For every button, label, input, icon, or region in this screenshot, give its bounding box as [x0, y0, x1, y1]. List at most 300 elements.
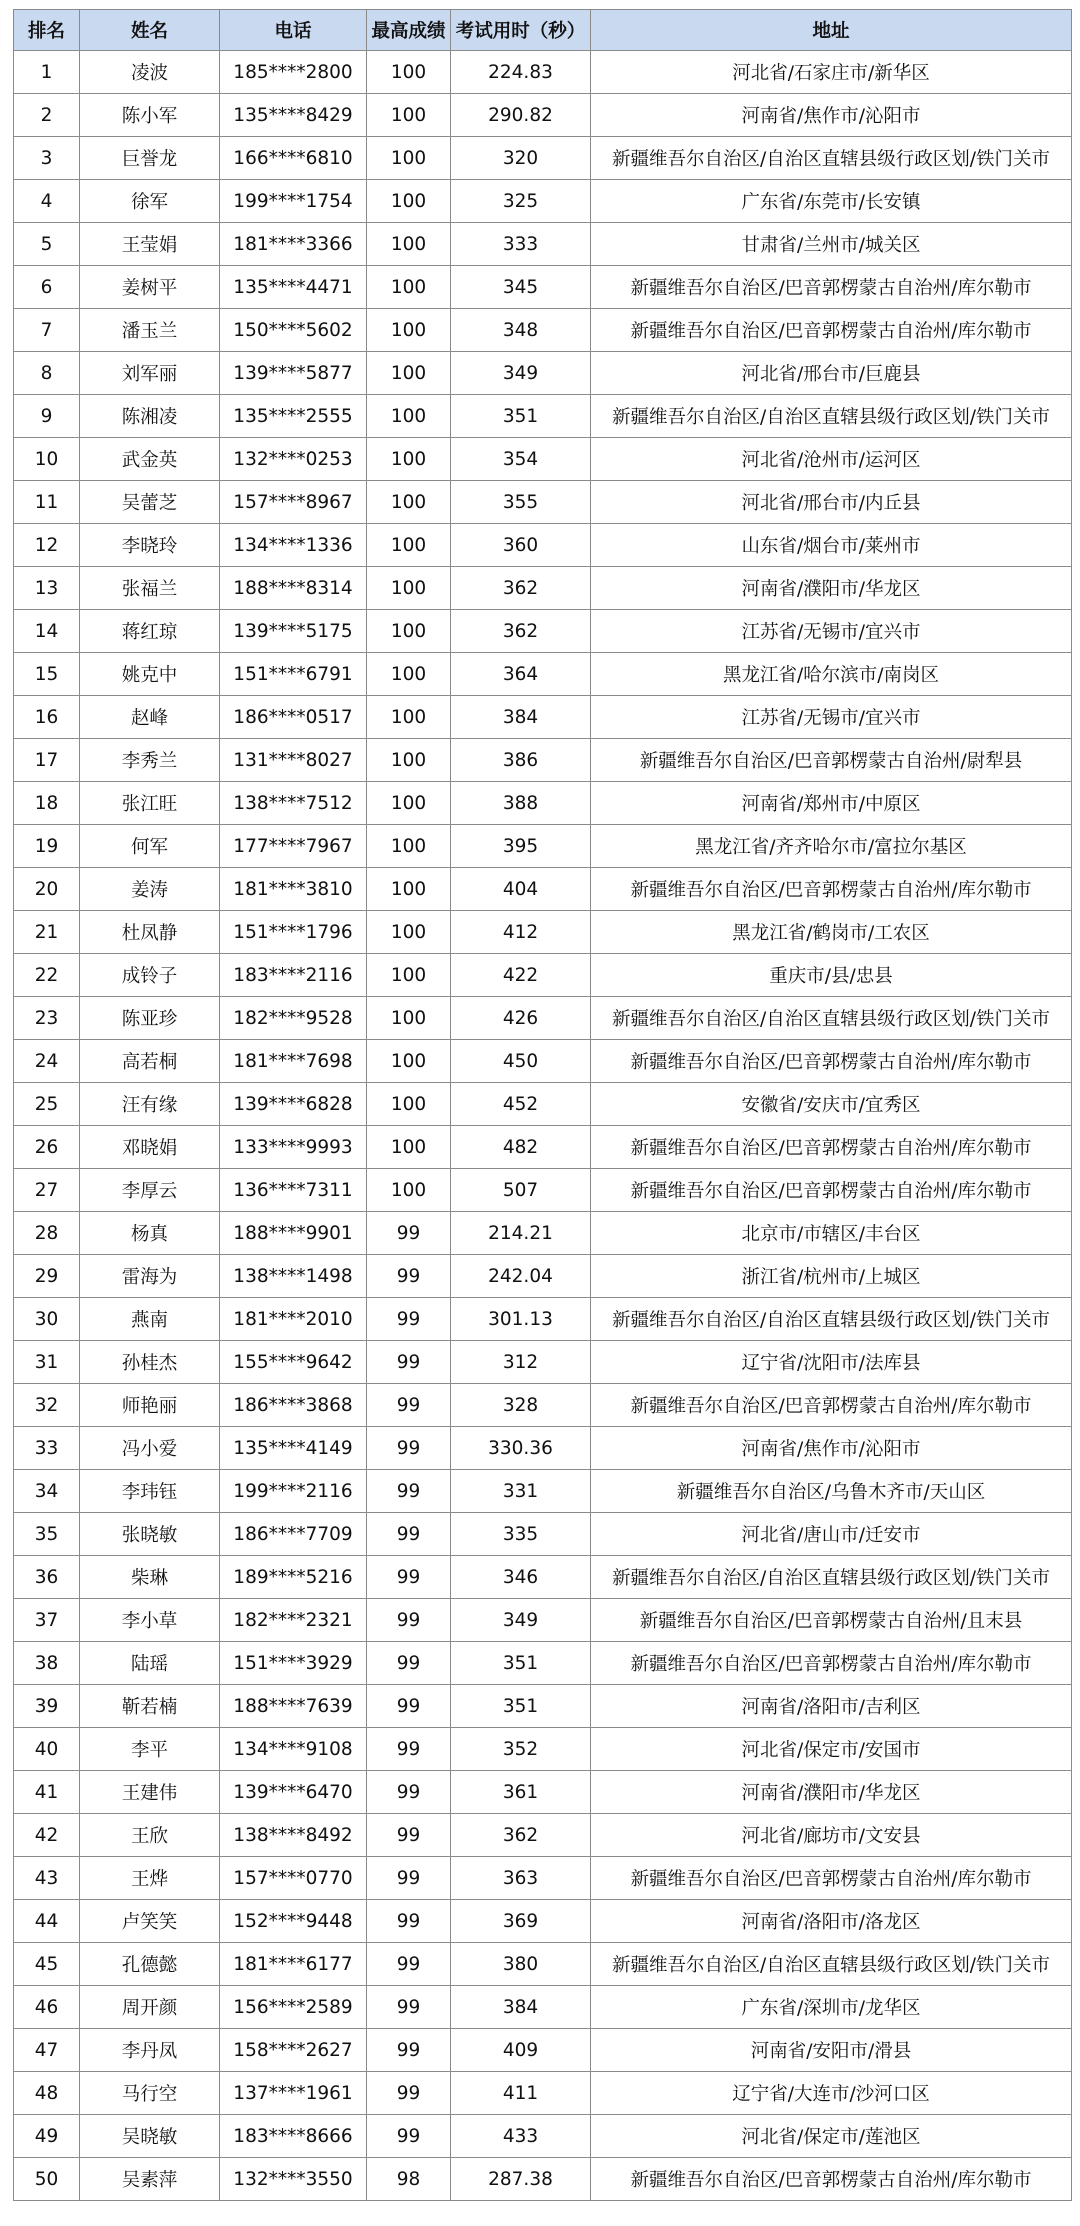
- cell-address: 新疆维吾尔自治区/自治区直辖县级行政区划/铁门关市: [591, 1298, 1072, 1341]
- cell-score: 99: [367, 1384, 451, 1427]
- cell-name: 姚克中: [80, 653, 220, 696]
- cell-rank: 29: [14, 1255, 80, 1298]
- cell-phone: 181****3810: [220, 868, 367, 911]
- header-address: 地址: [591, 10, 1072, 51]
- cell-address: 新疆维吾尔自治区/巴音郭楞蒙古自治州/库尔勒市: [591, 1857, 1072, 1900]
- cell-score: 100: [367, 94, 451, 137]
- cell-address: 黑龙江省/齐齐哈尔市/富拉尔基区: [591, 825, 1072, 868]
- cell-address: 新疆维吾尔自治区/乌鲁木齐市/天山区: [591, 1470, 1072, 1513]
- table-row: [14, 739, 1072, 782]
- table-row: [14, 1384, 1072, 1427]
- cell-time: 361: [451, 1771, 591, 1814]
- cell-phone: 199****1754: [220, 180, 367, 223]
- table-row: [14, 2158, 1072, 2201]
- cell-phone: 182****9528: [220, 997, 367, 1040]
- cell-address: 新疆维吾尔自治区/巴音郭楞蒙古自治州/库尔勒市: [591, 1384, 1072, 1427]
- cell-rank: 23: [14, 997, 80, 1040]
- cell-time: 325: [451, 180, 591, 223]
- cell-name: 蒋红琼: [80, 610, 220, 653]
- cell-name: 卢笑笑: [80, 1900, 220, 1943]
- cell-phone: 157****0770: [220, 1857, 367, 1900]
- cell-time: 450: [451, 1040, 591, 1083]
- cell-rank: 7: [14, 309, 80, 352]
- cell-time: 351: [451, 1642, 591, 1685]
- cell-name: 刘军丽: [80, 352, 220, 395]
- cell-time: 224.83: [451, 51, 591, 94]
- cell-score: 99: [367, 1900, 451, 1943]
- cell-score: 100: [367, 610, 451, 653]
- cell-phone: 183****2116: [220, 954, 367, 997]
- table-row: [14, 438, 1072, 481]
- cell-score: 100: [367, 223, 451, 266]
- cell-time: 287.38: [451, 2158, 591, 2201]
- cell-rank: 9: [14, 395, 80, 438]
- cell-score: 99: [367, 1642, 451, 1685]
- cell-phone: 188****8314: [220, 567, 367, 610]
- table-row: [14, 1556, 1072, 1599]
- cell-score: 100: [367, 739, 451, 782]
- cell-address: 新疆维吾尔自治区/巴音郭楞蒙古自治州/且末县: [591, 1599, 1072, 1642]
- cell-name: 周开颜: [80, 1986, 220, 2029]
- cell-phone: 181****6177: [220, 1943, 367, 1986]
- cell-rank: 34: [14, 1470, 80, 1513]
- cell-name: 李小草: [80, 1599, 220, 1642]
- cell-rank: 20: [14, 868, 80, 911]
- cell-phone: 166****6810: [220, 137, 367, 180]
- cell-address: 河北省/石家庄市/新华区: [591, 51, 1072, 94]
- cell-time: 364: [451, 653, 591, 696]
- cell-score: 99: [367, 1814, 451, 1857]
- header-row: [14, 10, 1072, 51]
- cell-rank: 38: [14, 1642, 80, 1685]
- cell-time: 355: [451, 481, 591, 524]
- cell-rank: 50: [14, 2158, 80, 2201]
- table-row: [14, 524, 1072, 567]
- cell-rank: 3: [14, 137, 80, 180]
- cell-address: 黑龙江省/哈尔滨市/南岗区: [591, 653, 1072, 696]
- cell-name: 徐军: [80, 180, 220, 223]
- cell-address: 广东省/深圳市/龙华区: [591, 1986, 1072, 2029]
- cell-time: 433: [451, 2115, 591, 2158]
- cell-phone: 158****2627: [220, 2029, 367, 2072]
- cell-phone: 133****9993: [220, 1126, 367, 1169]
- cell-rank: 43: [14, 1857, 80, 1900]
- cell-time: 507: [451, 1169, 591, 1212]
- table-row: [14, 1470, 1072, 1513]
- header-rank: 排名: [14, 10, 80, 51]
- table-row: [14, 309, 1072, 352]
- cell-address: 新疆维吾尔自治区/自治区直辖县级行政区划/铁门关市: [591, 137, 1072, 180]
- cell-phone: 135****4471: [220, 266, 367, 309]
- cell-rank: 22: [14, 954, 80, 997]
- cell-phone: 139****6828: [220, 1083, 367, 1126]
- cell-rank: 42: [14, 1814, 80, 1857]
- cell-time: 349: [451, 1599, 591, 1642]
- cell-phone: 185****2800: [220, 51, 367, 94]
- cell-name: 陈亚珍: [80, 997, 220, 1040]
- cell-address: 河南省/焦作市/沁阳市: [591, 94, 1072, 137]
- cell-time: 345: [451, 266, 591, 309]
- cell-name: 凌波: [80, 51, 220, 94]
- cell-score: 99: [367, 2029, 451, 2072]
- cell-time: 330.36: [451, 1427, 591, 1470]
- cell-rank: 10: [14, 438, 80, 481]
- cell-address: 新疆维吾尔自治区/巴音郭楞蒙古自治州/库尔勒市: [591, 2158, 1072, 2201]
- cell-time: 354: [451, 438, 591, 481]
- cell-score: 99: [367, 1771, 451, 1814]
- cell-rank: 39: [14, 1685, 80, 1728]
- cell-time: 384: [451, 696, 591, 739]
- table-row: [14, 653, 1072, 696]
- cell-name: 张晓敏: [80, 1513, 220, 1556]
- cell-name: 赵峰: [80, 696, 220, 739]
- cell-score: 99: [367, 2115, 451, 2158]
- cell-name: 何军: [80, 825, 220, 868]
- cell-address: 河南省/焦作市/沁阳市: [591, 1427, 1072, 1470]
- cell-address: 广东省/东莞市/长安镇: [591, 180, 1072, 223]
- cell-score: 100: [367, 782, 451, 825]
- cell-score: 100: [367, 1083, 451, 1126]
- cell-name: 姜树平: [80, 266, 220, 309]
- cell-time: 362: [451, 610, 591, 653]
- cell-time: 363: [451, 1857, 591, 1900]
- cell-phone: 135****2555: [220, 395, 367, 438]
- cell-phone: 134****9108: [220, 1728, 367, 1771]
- cell-rank: 31: [14, 1341, 80, 1384]
- table-row: [14, 1427, 1072, 1470]
- table-row: [14, 1298, 1072, 1341]
- cell-name: 巨誉龙: [80, 137, 220, 180]
- cell-score: 100: [367, 524, 451, 567]
- cell-name: 汪有缘: [80, 1083, 220, 1126]
- cell-name: 杜凤静: [80, 911, 220, 954]
- cell-rank: 32: [14, 1384, 80, 1427]
- cell-phone: 186****0517: [220, 696, 367, 739]
- cell-phone: 188****9901: [220, 1212, 367, 1255]
- table-row: [14, 1986, 1072, 2029]
- cell-address: 河北省/邢台市/巨鹿县: [591, 352, 1072, 395]
- cell-name: 孔德懿: [80, 1943, 220, 1986]
- cell-address: 河南省/洛阳市/洛龙区: [591, 1900, 1072, 1943]
- cell-phone: 156****2589: [220, 1986, 367, 2029]
- cell-time: 214.21: [451, 1212, 591, 1255]
- cell-address: 河南省/濮阳市/华龙区: [591, 1771, 1072, 1814]
- cell-score: 99: [367, 1513, 451, 1556]
- cell-address: 辽宁省/大连市/沙河口区: [591, 2072, 1072, 2115]
- cell-score: 99: [367, 1427, 451, 1470]
- cell-phone: 131****8027: [220, 739, 367, 782]
- cell-rank: 27: [14, 1169, 80, 1212]
- cell-time: 395: [451, 825, 591, 868]
- cell-name: 李玮钰: [80, 1470, 220, 1513]
- cell-rank: 19: [14, 825, 80, 868]
- cell-name: 陆瑶: [80, 1642, 220, 1685]
- cell-score: 100: [367, 954, 451, 997]
- cell-name: 马行空: [80, 2072, 220, 2115]
- cell-rank: 36: [14, 1556, 80, 1599]
- cell-score: 100: [367, 395, 451, 438]
- cell-rank: 4: [14, 180, 80, 223]
- cell-name: 李秀兰: [80, 739, 220, 782]
- cell-time: 426: [451, 997, 591, 1040]
- cell-address: 甘肃省/兰州市/城关区: [591, 223, 1072, 266]
- cell-phone: 181****2010: [220, 1298, 367, 1341]
- cell-rank: 8: [14, 352, 80, 395]
- cell-score: 100: [367, 997, 451, 1040]
- cell-time: 388: [451, 782, 591, 825]
- cell-score: 100: [367, 51, 451, 94]
- table-row: [14, 1943, 1072, 1986]
- cell-score: 100: [367, 653, 451, 696]
- table-row: [14, 1212, 1072, 1255]
- cell-address: 安徽省/安庆市/宜秀区: [591, 1083, 1072, 1126]
- cell-score: 100: [367, 1040, 451, 1083]
- cell-address: 河北省/廊坊市/文安县: [591, 1814, 1072, 1857]
- cell-score: 99: [367, 1943, 451, 1986]
- cell-name: 姜涛: [80, 868, 220, 911]
- cell-rank: 40: [14, 1728, 80, 1771]
- table-row: [14, 1814, 1072, 1857]
- cell-phone: 181****7698: [220, 1040, 367, 1083]
- table-row: [14, 1083, 1072, 1126]
- cell-name: 王莹娟: [80, 223, 220, 266]
- cell-time: 346: [451, 1556, 591, 1599]
- cell-address: 浙江省/杭州市/上城区: [591, 1255, 1072, 1298]
- cell-address: 江苏省/无锡市/宜兴市: [591, 610, 1072, 653]
- cell-name: 李晓玲: [80, 524, 220, 567]
- table-row: [14, 782, 1072, 825]
- cell-time: 362: [451, 567, 591, 610]
- cell-rank: 18: [14, 782, 80, 825]
- cell-score: 100: [367, 137, 451, 180]
- cell-name: 陈小军: [80, 94, 220, 137]
- cell-time: 348: [451, 309, 591, 352]
- cell-address: 新疆维吾尔自治区/巴音郭楞蒙古自治州/库尔勒市: [591, 1169, 1072, 1212]
- cell-rank: 45: [14, 1943, 80, 1986]
- cell-rank: 35: [14, 1513, 80, 1556]
- cell-score: 100: [367, 868, 451, 911]
- table-row: [14, 1255, 1072, 1298]
- cell-phone: 151****1796: [220, 911, 367, 954]
- cell-score: 100: [367, 1169, 451, 1212]
- table-row: [14, 1642, 1072, 1685]
- cell-address: 辽宁省/沈阳市/法库县: [591, 1341, 1072, 1384]
- table-row: [14, 911, 1072, 954]
- cell-time: 290.82: [451, 94, 591, 137]
- cell-rank: 14: [14, 610, 80, 653]
- table-body: [14, 51, 1072, 2201]
- cell-name: 柴琳: [80, 1556, 220, 1599]
- cell-score: 100: [367, 266, 451, 309]
- table-row: [14, 1040, 1072, 1083]
- cell-score: 99: [367, 1728, 451, 1771]
- cell-phone: 182****2321: [220, 1599, 367, 1642]
- cell-name: 杨真: [80, 1212, 220, 1255]
- cell-time: 482: [451, 1126, 591, 1169]
- cell-rank: 28: [14, 1212, 80, 1255]
- table-row: [14, 997, 1072, 1040]
- cell-score: 99: [367, 1470, 451, 1513]
- cell-rank: 46: [14, 1986, 80, 2029]
- cell-name: 李丹凤: [80, 2029, 220, 2072]
- cell-rank: 24: [14, 1040, 80, 1083]
- cell-rank: 16: [14, 696, 80, 739]
- cell-address: 重庆市/县/忠县: [591, 954, 1072, 997]
- cell-address: 新疆维吾尔自治区/自治区直辖县级行政区划/铁门关市: [591, 1943, 1072, 1986]
- cell-time: 333: [451, 223, 591, 266]
- cell-rank: 11: [14, 481, 80, 524]
- table-row: [14, 352, 1072, 395]
- cell-score: 100: [367, 825, 451, 868]
- table-row: [14, 2115, 1072, 2158]
- cell-address: 新疆维吾尔自治区/巴音郭楞蒙古自治州/库尔勒市: [591, 1642, 1072, 1685]
- cell-rank: 30: [14, 1298, 80, 1341]
- cell-time: 362: [451, 1814, 591, 1857]
- cell-rank: 37: [14, 1599, 80, 1642]
- cell-score: 100: [367, 438, 451, 481]
- cell-address: 河北省/邢台市/内丘县: [591, 481, 1072, 524]
- cell-name: 靳若楠: [80, 1685, 220, 1728]
- cell-score: 100: [367, 567, 451, 610]
- cell-phone: 137****1961: [220, 2072, 367, 2115]
- table-row: [14, 2072, 1072, 2115]
- table-row: [14, 868, 1072, 911]
- table-row: [14, 954, 1072, 997]
- cell-score: 100: [367, 911, 451, 954]
- table-row: [14, 51, 1072, 94]
- cell-rank: 44: [14, 1900, 80, 1943]
- cell-rank: 15: [14, 653, 80, 696]
- cell-score: 100: [367, 1126, 451, 1169]
- cell-time: 312: [451, 1341, 591, 1384]
- cell-phone: 135****8429: [220, 94, 367, 137]
- cell-phone: 132****0253: [220, 438, 367, 481]
- cell-rank: 21: [14, 911, 80, 954]
- cell-phone: 186****3868: [220, 1384, 367, 1427]
- table-row: [14, 481, 1072, 524]
- table-row: [14, 180, 1072, 223]
- cell-address: 新疆维吾尔自治区/巴音郭楞蒙古自治州/库尔勒市: [591, 1040, 1072, 1083]
- cell-address: 河南省/洛阳市/吉利区: [591, 1685, 1072, 1728]
- table-row: [14, 825, 1072, 868]
- cell-phone: 177****7967: [220, 825, 367, 868]
- table-row: [14, 1857, 1072, 1900]
- table-row: [14, 696, 1072, 739]
- cell-name: 王烨: [80, 1857, 220, 1900]
- cell-time: 384: [451, 1986, 591, 2029]
- cell-phone: 155****9642: [220, 1341, 367, 1384]
- cell-phone: 138****8492: [220, 1814, 367, 1857]
- cell-score: 100: [367, 180, 451, 223]
- cell-phone: 135****4149: [220, 1427, 367, 1470]
- cell-rank: 5: [14, 223, 80, 266]
- cell-name: 武金英: [80, 438, 220, 481]
- cell-address: 新疆维吾尔自治区/自治区直辖县级行政区划/铁门关市: [591, 395, 1072, 438]
- table-row: [14, 137, 1072, 180]
- header-score: 最高成绩: [367, 10, 451, 51]
- cell-score: 99: [367, 1255, 451, 1298]
- table-row: [14, 1126, 1072, 1169]
- cell-time: 331: [451, 1470, 591, 1513]
- cell-time: 369: [451, 1900, 591, 1943]
- cell-phone: 150****5602: [220, 309, 367, 352]
- cell-address: 新疆维吾尔自治区/巴音郭楞蒙古自治州/尉犁县: [591, 739, 1072, 782]
- cell-phone: 152****9448: [220, 1900, 367, 1943]
- cell-rank: 26: [14, 1126, 80, 1169]
- cell-phone: 188****7639: [220, 1685, 367, 1728]
- cell-score: 99: [367, 1857, 451, 1900]
- cell-time: 409: [451, 2029, 591, 2072]
- cell-rank: 48: [14, 2072, 80, 2115]
- cell-name: 王建伟: [80, 1771, 220, 1814]
- cell-phone: 139****5175: [220, 610, 367, 653]
- cell-score: 100: [367, 481, 451, 524]
- cell-score: 99: [367, 2072, 451, 2115]
- cell-rank: 6: [14, 266, 80, 309]
- cell-phone: 136****7311: [220, 1169, 367, 1212]
- table-row: [14, 1341, 1072, 1384]
- cell-score: 98: [367, 2158, 451, 2201]
- cell-rank: 49: [14, 2115, 80, 2158]
- cell-rank: 12: [14, 524, 80, 567]
- cell-rank: 1: [14, 51, 80, 94]
- cell-address: 江苏省/无锡市/宜兴市: [591, 696, 1072, 739]
- cell-rank: 33: [14, 1427, 80, 1470]
- cell-time: 404: [451, 868, 591, 911]
- table-row: [14, 1771, 1072, 1814]
- cell-time: 386: [451, 739, 591, 782]
- cell-time: 452: [451, 1083, 591, 1126]
- cell-time: 349: [451, 352, 591, 395]
- cell-time: 301.13: [451, 1298, 591, 1341]
- header-phone: 电话: [220, 10, 367, 51]
- table-row: [14, 2029, 1072, 2072]
- cell-phone: 139****5877: [220, 352, 367, 395]
- cell-phone: 134****1336: [220, 524, 367, 567]
- cell-time: 320: [451, 137, 591, 180]
- cell-address: 新疆维吾尔自治区/巴音郭楞蒙古自治州/库尔勒市: [591, 266, 1072, 309]
- table-row: [14, 94, 1072, 137]
- cell-name: 孙桂杰: [80, 1341, 220, 1384]
- cell-address: 黑龙江省/鹤岗市/工农区: [591, 911, 1072, 954]
- cell-address: 河北省/唐山市/迁安市: [591, 1513, 1072, 1556]
- cell-time: 352: [451, 1728, 591, 1771]
- cell-phone: 151****6791: [220, 653, 367, 696]
- table-row: [14, 1685, 1072, 1728]
- table-row: [14, 266, 1072, 309]
- cell-address: 山东省/烟台市/莱州市: [591, 524, 1072, 567]
- cell-time: 351: [451, 1685, 591, 1728]
- cell-phone: 138****7512: [220, 782, 367, 825]
- ranking-sheet: [13, 9, 1071, 2201]
- cell-address: 河南省/濮阳市/华龙区: [591, 567, 1072, 610]
- cell-name: 高若桐: [80, 1040, 220, 1083]
- cell-time: 328: [451, 1384, 591, 1427]
- cell-address: 河南省/安阳市/滑县: [591, 2029, 1072, 2072]
- cell-phone: 189****5216: [220, 1556, 367, 1599]
- cell-address: 新疆维吾尔自治区/巴音郭楞蒙古自治州/库尔勒市: [591, 309, 1072, 352]
- cell-rank: 13: [14, 567, 80, 610]
- cell-phone: 183****8666: [220, 2115, 367, 2158]
- table-row: [14, 610, 1072, 653]
- cell-name: 张江旺: [80, 782, 220, 825]
- cell-score: 99: [367, 1986, 451, 2029]
- cell-name: 陈湘凌: [80, 395, 220, 438]
- cell-time: 422: [451, 954, 591, 997]
- header-time: 考试用时（秒）: [451, 10, 591, 51]
- cell-name: 王欣: [80, 1814, 220, 1857]
- cell-phone: 186****7709: [220, 1513, 367, 1556]
